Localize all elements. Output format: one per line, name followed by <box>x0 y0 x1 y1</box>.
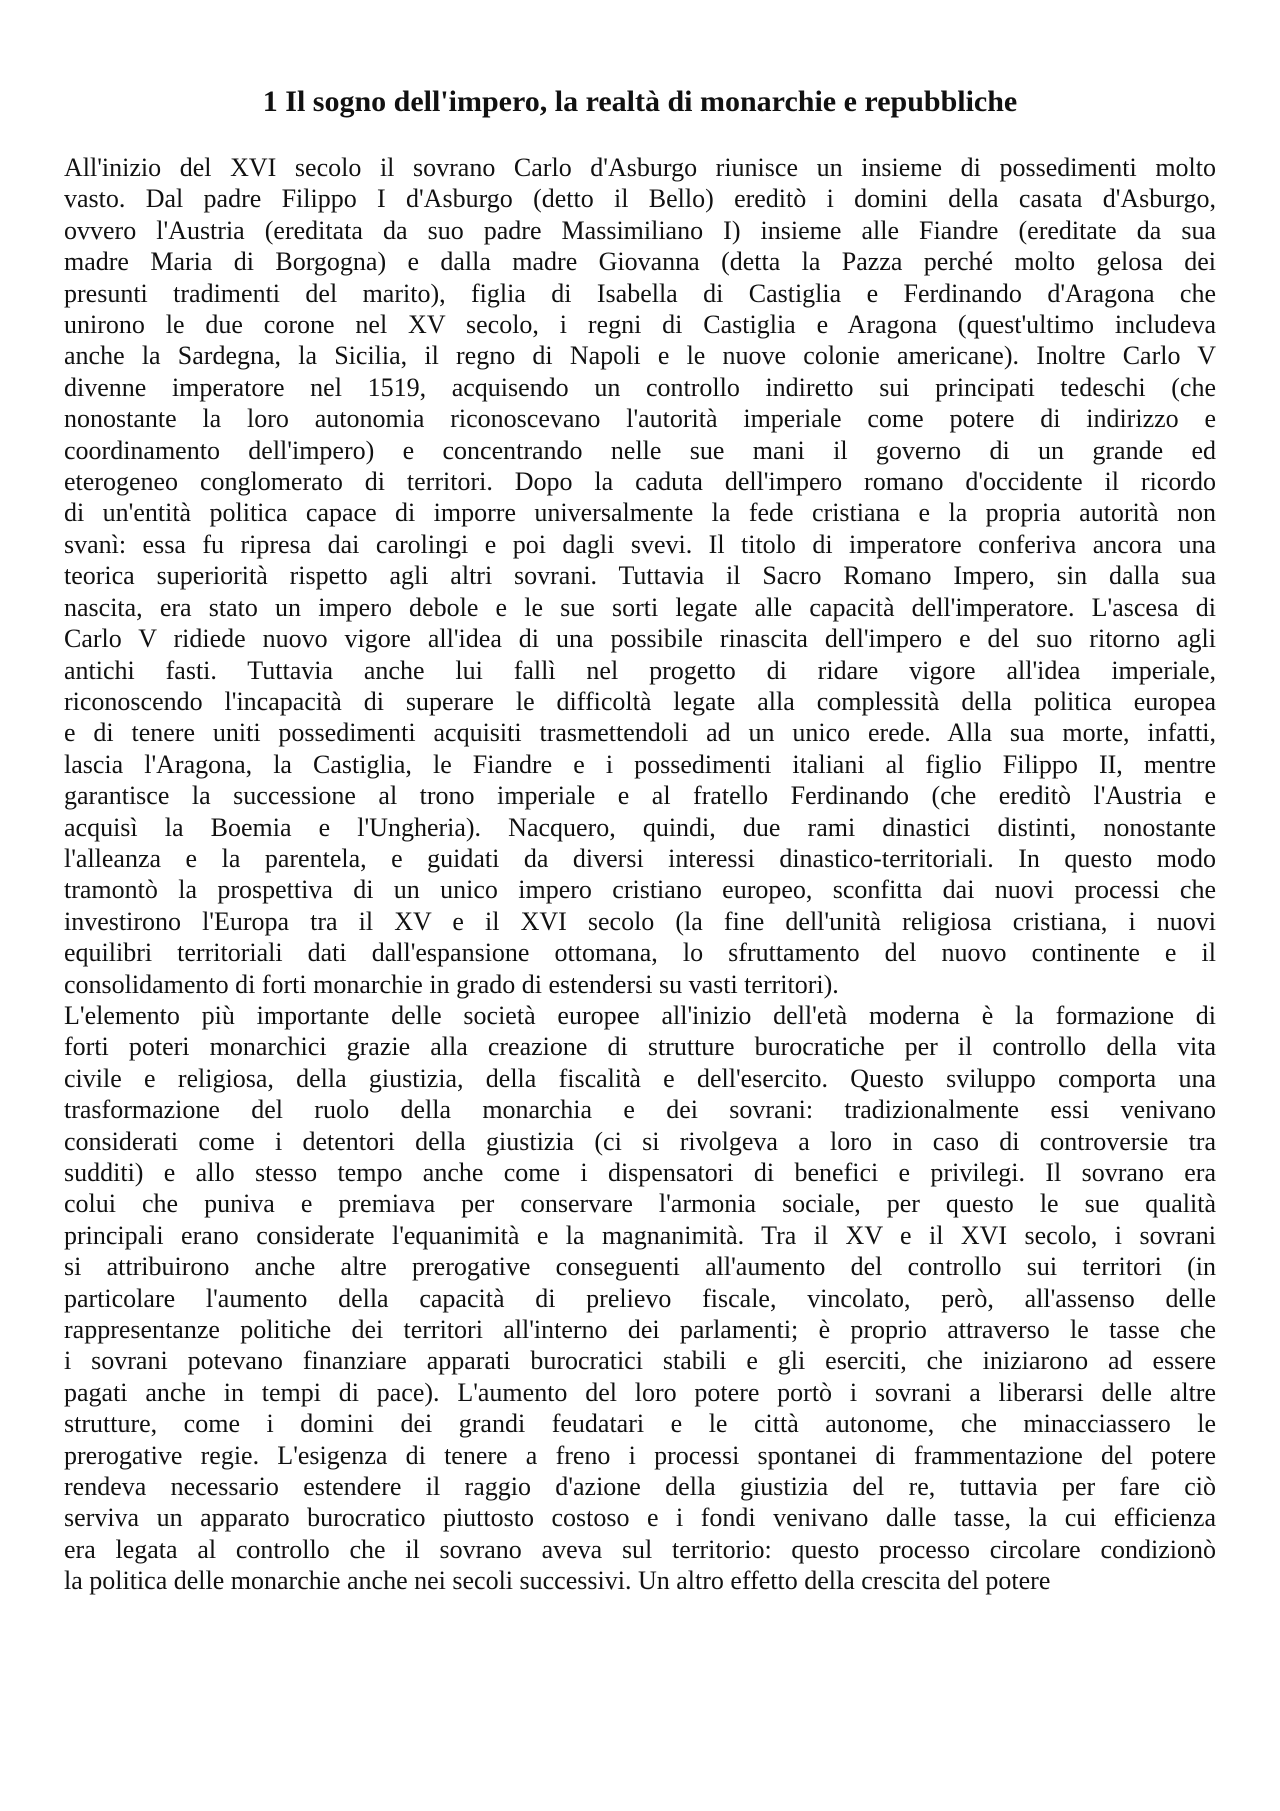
text-line: eterogeneo conglomerato di territori. Dopo la caduta dell'impero romano d'occidente il ricordo <box>64 467 1216 497</box>
text-line: All'inizio del XVI secolo il sovrano Carlo d'Asburgo riunisce un insieme di possedimenti molto <box>64 153 1216 182</box>
text-line: nascita, era stato un impero debole e le sue sorti legate alle capacità dell'imperatore. L'ascesa di <box>64 592 1216 622</box>
text-line: trasformazione del ruolo della monarchia e dei sovrani: tradizionalmente essi venivano <box>64 1095 1216 1125</box>
text-line: Carlo V ridiede nuovo vigore all'idea di una possibile rinascita dell'impero e del suo ritorno agli <box>64 624 1216 654</box>
text-line: anche la Sardegna, la Sicilia, il regno di Napoli e le nuove colonie americane). Inoltre Carlo V <box>64 341 1216 371</box>
text-line: vasto. Dal padre Filippo I d'Asburgo (detto il Bello) ereditò i domini della casata d'Asburgo, <box>64 184 1216 214</box>
text-line: pagati anche in tempi di pace). L'aumento del loro potere portò i sovrani a liberarsi delle altre <box>64 1377 1216 1407</box>
text-line: ovvero l'Austria (ereditata da suo padre Massimiliano I) insieme alle Fiandre (ereditate da sua <box>64 215 1216 245</box>
text-line: l'alleanza e la parentela, e guidati da diversi interessi dinastico-territoriali. In questo modo <box>64 843 1216 873</box>
text-line: equilibri territoriali dati dall'espansione ottomana, lo sfruttamento del nuovo continente e il <box>64 938 1216 968</box>
text-line: madre Maria di Borgogna) e dalla madre Giovanna (detta la Pazza perché molto gelosa dei <box>64 247 1216 277</box>
text-line: riconoscendo l'incapacità di superare le difficoltà legate alla complessità della politica europea <box>64 686 1216 716</box>
text-line: garantisce la successione al trono imperiale e al fratello Ferdinando (che ereditò l'Austria e <box>64 781 1216 811</box>
text-line: L'elemento più importante delle società europee all'inizio dell'età moderna è la formazione di <box>64 1000 1216 1030</box>
text-line: investirono l'Europa tra il XV e il XVI secolo (la fine dell'unità religiosa cristiana, i nuovi <box>64 906 1216 936</box>
text-line: particolare l'aumento della capacità di prelievo fiscale, vincolato, però, all'assenso delle <box>64 1283 1216 1313</box>
text-line: considerati come i detentori della giustizia (ci si rivolgeva a loro in caso di controversie tra <box>64 1126 1216 1156</box>
text-line: rendeva necessario estendere il raggio d'azione della giustizia del re, tuttavia per fare ciò <box>64 1472 1216 1502</box>
text-line: civile e religiosa, della giustizia, della fiscalità e dell'esercito. Questo sviluppo comporta una <box>64 1063 1216 1093</box>
text-line: era legata al controllo che il sovrano aveva sul territorio: questo processo circolare condizionò <box>64 1534 1216 1564</box>
text-line: strutture, come i domini dei grandi feudatari e le città autonome, che minacciassero le <box>64 1409 1216 1439</box>
text-line: colui che puniva e premiava per conservare l'armonia sociale, per questo le sue qualità <box>64 1189 1216 1219</box>
text-line: forti poteri monarchici grazie alla creazione di strutture burocratiche per il controllo della vita <box>64 1032 1216 1062</box>
text-line: di un'entità politica capace di imporre universalmente la fede cristiana e la propria autorità non <box>64 498 1216 528</box>
text-line: prerogative regie. L'esigenza di tenere a freno i processi spontanei di frammentazione del potere <box>64 1440 1216 1470</box>
body-text <box>64 152 1216 1597</box>
text-line: consolidamento di forti monarchie in grado di estendersi su vasti territori). <box>64 969 839 999</box>
text-line: e di tenere uniti possedimenti acquisiti trasmettendoli ad un unico erede. Alla sua morte, infatti, <box>64 718 1216 748</box>
text-line: unirono le due corone nel XV secolo, i regni di Castiglia e Aragona (quest'ultimo includeva <box>64 310 1216 340</box>
text-line: coordinamento dell'impero) e concentrando nelle sue mani il governo di un grande ed <box>64 435 1216 465</box>
text-line: acquisì la Boemia e l'Ungheria). Nacquero, quindi, due rami dinastici distinti, nonostante <box>64 812 1216 842</box>
text-line: i sovrani potevano finanziare apparati burocratici stabili e gli eserciti, che iniziarono ad essere <box>64 1346 1216 1376</box>
text-line: si attribuirono anche altre prerogative conseguenti all'aumento del controllo sui territori (in <box>64 1252 1216 1282</box>
text-line: teorica superiorità rispetto agli altri sovrani. Tuttavia il Sacro Romano Impero, sin dalla sua <box>64 561 1216 591</box>
text-line: divenne imperatore nel 1519, acquisendo un controllo indiretto sui principati tedeschi (che <box>64 372 1216 402</box>
text-line: antichi fasti. Tuttavia anche lui fallì nel progetto di ridare vigore all'idea imperiale, <box>64 655 1216 685</box>
text-line: presunti tradimenti del marito), figlia di Isabella di Castiglia e Ferdinando d'Aragona che <box>64 278 1216 308</box>
text-line: la politica delle monarchie anche nei secoli successivi. Un altro effetto della crescita del potere <box>64 1566 1051 1596</box>
text-line: tramontò la prospettiva di un unico impero cristiano europeo, sconfitta dai nuovi processi che <box>64 875 1216 905</box>
page-title: 1 Il sogno dell'impero, la realtà di monarchie e repubbliche <box>262 85 1018 118</box>
text-line: lascia l'Aragona, la Castiglia, le Fiandre e i possedimenti italiani al figlio Filippo II, mentre <box>64 749 1216 779</box>
text-line: svanì: essa fu ripresa dai carolingi e poi dagli svevi. Il titolo di imperatore conferiva ancora una <box>64 529 1216 559</box>
text-line: rappresentanze politiche dei territori all'interno dei parlamenti; è proprio attraverso le tasse che <box>64 1315 1216 1345</box>
text-line: principali erano considerate l'equanimità e la magnanimità. Tra il XV e il XVI secolo, i sovrani <box>64 1220 1216 1250</box>
text-line: serviva un apparato burocratico piuttosto costoso e i fondi venivano dalle tasse, la cui efficienza <box>64 1503 1216 1533</box>
text-line: nonostante la loro autonomia riconoscevano l'autorità imperiale come potere di indirizzo e <box>64 404 1216 434</box>
text-line: sudditi) e allo stesso tempo anche come i dispensatori di benefici e privilegi. Il sovrano era <box>64 1158 1216 1187</box>
